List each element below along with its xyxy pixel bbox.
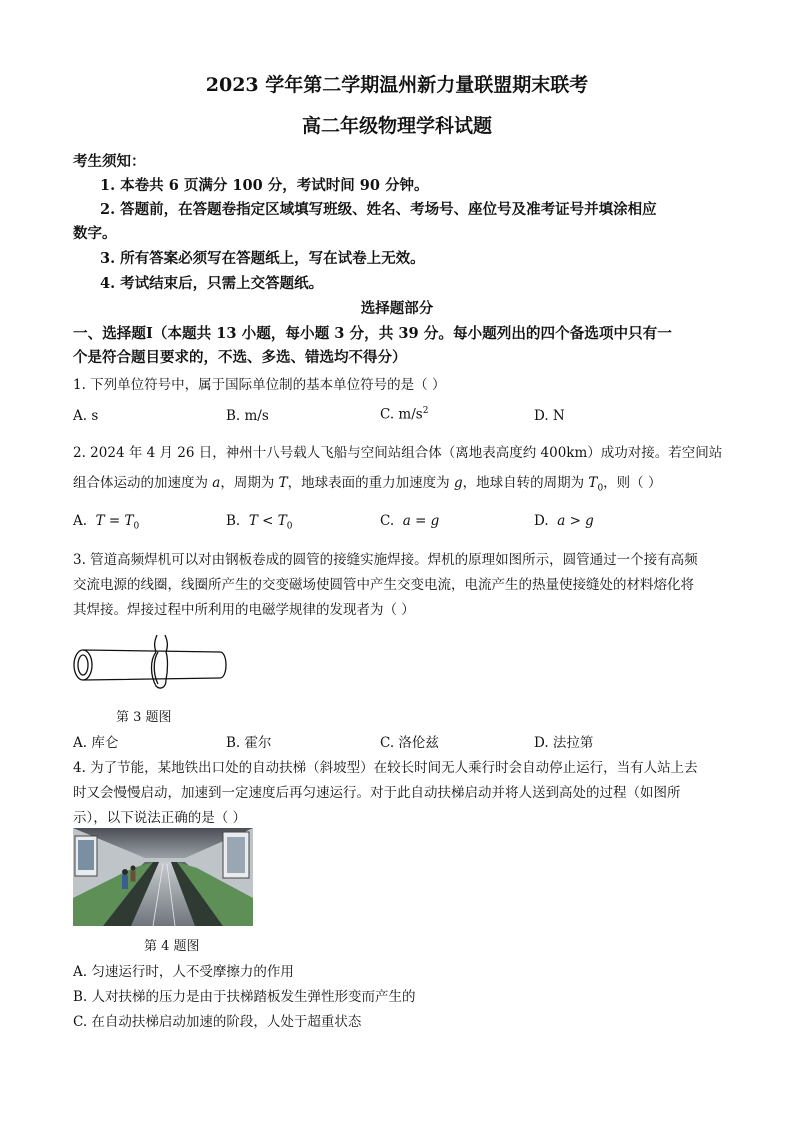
q4-line-1: 4. 为了节能，某地铁出口处的自动扶梯（斜坡型）在较长时间无人乘行时会自动停止运行，当有人站上去 (73, 760, 698, 776)
q2-choice-b (226, 513, 292, 532)
q2-choice-a-expr: T = T (95, 513, 134, 529)
notice-item-2-cont: 数字。 (73, 225, 117, 242)
q2-var-g: g (453, 475, 463, 491)
pipe-inner (78, 655, 88, 675)
notice-item-4: 4. 考试结束后，只需上交答题纸。 (100, 275, 324, 292)
q2-choice-d-label: D. (534, 513, 549, 529)
q2-choice-c (380, 513, 439, 529)
escalator-photo (73, 828, 253, 926)
q1-choice-d: D. N (534, 408, 565, 424)
coil-lead-right (165, 635, 167, 652)
part1-heading: 一、选择题Ⅰ（本题共 13 小题，每小题 3 分，共 39 分。每小题列出的四个备选项中只有一 (73, 325, 672, 342)
q2-text-c: ，地球表面的重力加速度为 (287, 475, 454, 491)
q3-line-1: 3. 管道高频焊机可以对由钢板卷成的圆管的接缝实施焊接。焊机的原理如图所示，圆管通过一个接有高频 (73, 552, 698, 568)
q2-choice-b-label: B. (226, 513, 241, 529)
q2-var-t0: T (588, 475, 598, 491)
q2-choice-a-sub: 0 (133, 521, 140, 532)
q3-figure-caption: 第 3 题图 (116, 710, 172, 725)
q4-line-2: 时又会慢慢启动，加速到一定速度后再匀速运行。对于此自动扶梯启动并将人送到高处的过程（如图所 (73, 785, 681, 801)
q2-text-a: 组合体运动的加速度为 (73, 475, 213, 491)
q2-line-1: 2. 2024 年 4 月 26 日，神州十八号载人飞船与空间站组合体（离地表高度约 400km）成功对接。若空间站 (73, 445, 723, 461)
exam-title: 2023 学年第二学期温州新力量联盟期末联考 (205, 74, 589, 96)
q3-choice-a: A. 库仑 (73, 735, 119, 751)
q2-var-t: T (278, 475, 288, 491)
q1-choice-c-text: C. m/s (380, 406, 423, 423)
q3-choice-b: B. 霍尔 (226, 735, 272, 751)
q2-choice-d (534, 513, 594, 529)
section-title: 选择题部分 (360, 300, 434, 317)
q1-choice-c (380, 406, 428, 423)
exam-subtitle: 高二年级物理学科试题 (301, 115, 492, 137)
part1-heading-cont: 个是符合题目要求的，不选、多选、错选均不得分） (73, 349, 407, 366)
notice-item-1: 1. 本卷共 6 页满分 100 分，考试时间 90 分钟。 (100, 177, 429, 194)
q2-var-a: a (212, 475, 221, 491)
q3-choice-d: D. 法拉第 (534, 735, 594, 751)
q2-choice-b-sub: 0 (286, 521, 293, 532)
q2-choice-a (73, 513, 139, 532)
q2-text-d: ，地球自转的周期为 (462, 475, 589, 491)
q2-line-2 (73, 471, 661, 494)
notice-item-2: 2. 答题前，在答题卷指定区域填写班级、姓名、考场号、座位号及准考证号并填涂相应 (100, 201, 657, 218)
q1-choice-a: A. s (73, 408, 99, 424)
q2-choice-d-expr: a > g (557, 513, 594, 529)
q2-text-e: ，则（ ） (603, 475, 662, 491)
q2-var-t0-sub: 0 (597, 483, 604, 494)
q2-text-b: ，周期为 (220, 475, 279, 491)
q1-choice-c-exponent: 2 (422, 406, 429, 416)
q4-figure-caption: 第 4 题图 (144, 939, 200, 954)
notice-item-3: 3. 所有答案必须写在答题纸上，写在试卷上无效。 (100, 250, 425, 267)
q3-line-2: 交流电源的线圈，线圈所产生的交变磁场使圆管中产生交变电流，电流产生的热量使接缝处的材料熔化将 (73, 577, 694, 593)
coil-lead-left (155, 635, 157, 652)
q3-line-3: 其焊接。焊接过程中所利用的电磁学规律的发现者为（ ） (73, 602, 415, 618)
q4-choice-c: C. 在自动扶梯启动加速的阶段，人处于超重状态 (73, 1014, 362, 1030)
q2-choice-c-expr: a = g (402, 513, 440, 529)
q3-choice-c: C. 洛伦兹 (380, 735, 439, 751)
q2-choice-c-label: C. (380, 513, 395, 529)
q4-line-3: 示），以下说法正确的是（ ） (73, 810, 247, 826)
q1-stem: 1. 下列单位符号中，属于国际单位制的基本单位符号的是（ ） (73, 377, 446, 393)
q4-choice-a: A. 匀速运行时，人不受摩擦力的作用 (73, 964, 294, 980)
q2-choice-b-expr: T < T (248, 513, 287, 529)
q2-choice-a-label: A. (73, 513, 88, 529)
q4-choice-b: B. 人对扶梯的压力是由于扶梯踏板发生弹性形变而产生的 (73, 989, 416, 1005)
pipe-coil-figure (70, 630, 230, 692)
q1-choice-b: B. m/s (226, 408, 269, 424)
notice-heading: 考生须知： (73, 153, 146, 170)
